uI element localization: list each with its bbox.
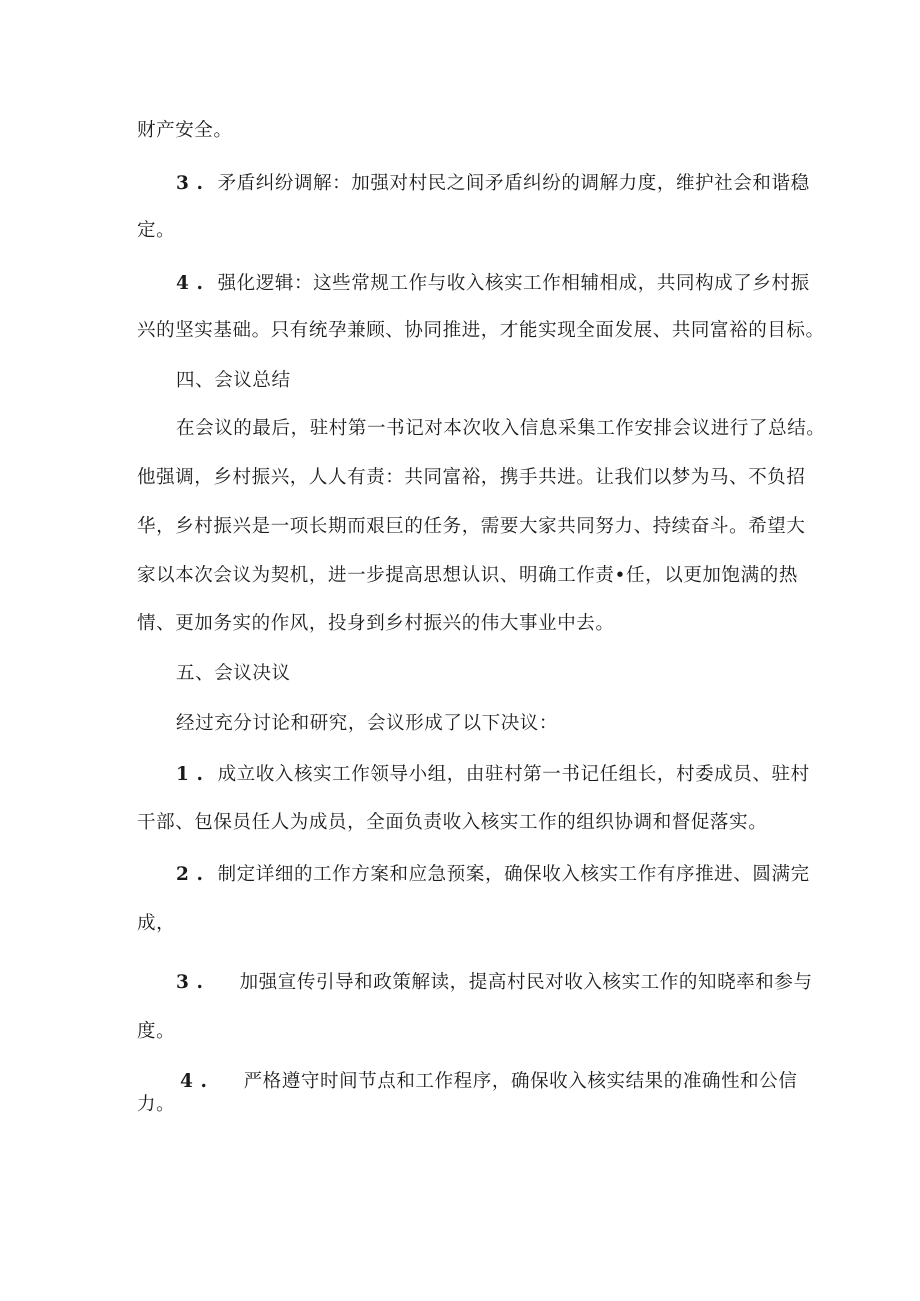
text-line [137, 611, 615, 637]
line-text: 情、更加务实的作风，投身到乡村振兴的伟大事业中去。 [137, 613, 615, 634]
section-heading [176, 661, 291, 687]
line-text: 成， [137, 913, 176, 934]
text-line [176, 416, 825, 442]
line-text: 兴的坚实基础。只有统孕兼顾、协同推进，才能实现全面发展、共同富裕的目标。 [137, 320, 825, 341]
line-text: 经过充分讨论和研究，会议形成了以下决议： [176, 713, 559, 734]
line-text: 财产安全。 [137, 120, 233, 141]
list-number: 3 . [176, 972, 204, 993]
resolution-item-1 [176, 762, 810, 788]
text-line [137, 911, 175, 937]
line-text: 力。 [137, 1094, 176, 1115]
list-number: 4 . [180, 1071, 208, 1092]
list-item-3 [176, 171, 810, 197]
text-line [137, 218, 175, 244]
line-text: 严格遵守时间节点和工作程序，确保收入核实结果的准确性和公信 [243, 1071, 798, 1092]
line-text: 成立收入核实工作领导小组，由驻村第一书记任组长，村委成员、驻村 [217, 764, 810, 785]
text-line [176, 711, 558, 737]
section-heading [176, 368, 291, 394]
resolution-item-4 [180, 1069, 797, 1095]
text-line [137, 810, 767, 836]
line-text: 他强调，乡村振兴，人人有责：共同富裕，携手共进。让我们以梦为马、不负招 [137, 467, 806, 488]
list-number: 4 . [176, 273, 204, 294]
line-text: 华，乡村振兴是一项长期而艰巨的任务，需要大家共同努力、持续奋斗。希望大 [137, 516, 806, 537]
resolution-item-3 [176, 970, 813, 996]
line-text: 矛盾纠纷调解：加强对村民之间矛盾纠纷的调解力度，维护社会和谐稳 [217, 173, 810, 194]
text-line [137, 1019, 175, 1045]
text-line [137, 563, 798, 589]
text-line [137, 514, 806, 540]
list-number: 2 . [176, 864, 204, 885]
list-number: 1 . [176, 764, 204, 785]
line-text: 加强宣传引导和政策解读，提高村民对收入核实工作的知晓率和参与 [239, 972, 813, 993]
text-line [137, 1092, 175, 1118]
line-text: 干部、包保员任人为成员，全面负责收入核实工作的组织协调和督促落实。 [137, 812, 768, 833]
text-line [137, 465, 806, 491]
section-title: 四、会议总结 [176, 370, 291, 391]
line-text: 制定详细的工作方案和应急预案，确保收入核实工作有序推进、圆满完 [217, 864, 810, 885]
text-line [137, 118, 233, 144]
line-text: 强化逻辑：这些常规工作与收入核实工作相辅相成，共同构成了乡村振 [217, 273, 810, 294]
line-text: 定。 [137, 220, 176, 241]
list-item-4 [176, 271, 810, 297]
line-text: 度。 [137, 1021, 176, 1042]
list-number: 3 . [176, 173, 204, 194]
line-text: 在会议的最后，驻村第一书记对本次收入信息采集工作安排会议进行了总结。 [176, 418, 826, 439]
text-line [137, 318, 825, 344]
resolution-item-2 [176, 862, 810, 888]
line-text: 家以本次会议为契机，进一步提高思想认识、明确工作责•任，以更加饱满的热 [137, 565, 798, 586]
section-title: 五、会议决议 [176, 663, 291, 684]
